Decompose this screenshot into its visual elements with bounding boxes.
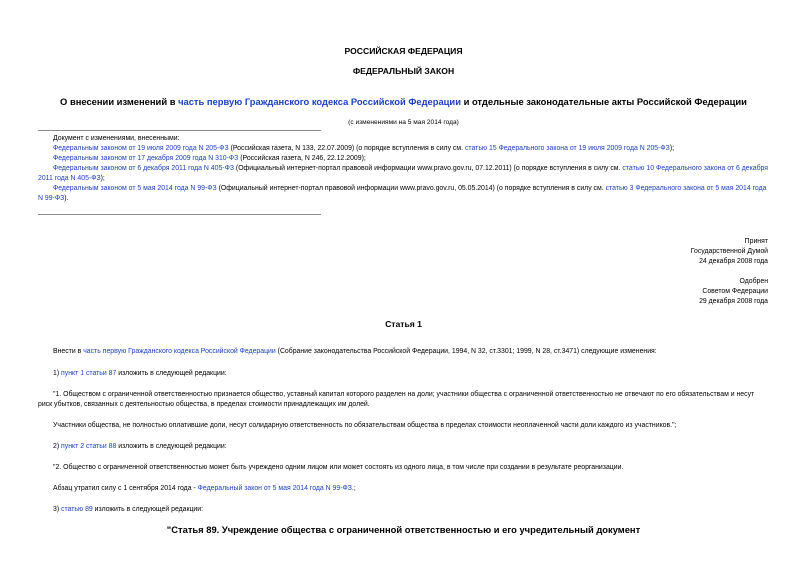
divider-top	[38, 130, 321, 131]
intro-text-post: (Собрание законодательства Российской Федерации, 1994, N 32, ст.3301; 1999, N 28, ст.3471) следующие изменения:	[275, 348, 657, 355]
change-item	[38, 144, 769, 154]
change-link[interactable]: Федеральным законом от 6 декабря 2011 года N 405-ФЗ	[53, 165, 234, 172]
item-text: изложить в следующей редакции:	[116, 443, 227, 450]
lost-text-pre: Абзац утратил силу с 1 сентября 2014 года -	[53, 485, 198, 492]
item-2	[53, 442, 769, 452]
lost-text-post: .;	[351, 485, 356, 492]
item-1	[53, 369, 769, 379]
item-text: изложить в следующей редакции:	[92, 506, 204, 513]
changes-block	[38, 134, 769, 204]
intro-text-pre: Внести в	[53, 348, 84, 355]
item-3-link[interactable]: статью 89	[61, 506, 93, 513]
lost-force-note	[53, 484, 769, 494]
approved-body: Советом Федерации	[702, 288, 768, 295]
change-link[interactable]: Федеральным законом от 5 мая 2014 года N 99-ФЗ	[53, 185, 217, 192]
item-1-link[interactable]: пункт 1 статьи 87	[61, 370, 117, 377]
change-item	[38, 184, 769, 204]
country-heading: РОССИЙСКАЯ ФЕДЕРАЦИЯ	[344, 46, 463, 56]
item-number: 1)	[53, 370, 62, 377]
item-number: 3)	[53, 506, 62, 513]
title-link-civil-code[interactable]: часть первую Гражданского кодекса Российской Федерации	[178, 96, 461, 107]
doc-type-heading: ФЕДЕРАЛЬНЫЙ ЗАКОН	[352, 66, 455, 76]
change-text: (Официальный интернет-портал правовой информации www.pravo.gov.ru, 05.05.2014) (о порядке вступления в силу см.	[216, 185, 606, 192]
changes-intro: Документ с изменениями, внесенными:	[53, 135, 180, 142]
item-number: 2)	[53, 443, 62, 450]
approved-date: 29 декабря 2008 года	[699, 298, 768, 305]
article-heading: Статья 1	[385, 319, 422, 329]
page-title	[0, 96, 807, 107]
accepted-date: 24 декабря 2008 года	[699, 258, 768, 265]
quote-2: "2. Общество с ограниченной ответственностью может быть учреждено одним лицом или может состоять из одного лица, в том числе при создании в результате реорганизации.	[53, 464, 624, 471]
change-link[interactable]: Федеральным законом от 17 декабря 2009 года N 310-ФЗ	[53, 155, 239, 162]
change-article-link[interactable]: статью 15 Федерального закона от 19 июля 2009 года N 205-ФЗ	[464, 145, 670, 152]
quote-1: "1. Обществом с ограниченной ответственностью признается общество, уставный капитал которого разделен на доли; участники общества с ограниченной ответственностью не отвечают по его обязательствам и несут риск убытков, связанных с деятельностью общества, в пределах стоимости принадлежащих им долей.	[38, 391, 755, 408]
change-article-link[interactable]: статью 3 Федерального закона от 5 мая 2014 года N 99-ФЗ	[38, 185, 767, 202]
page-subtitle: (с изменениями на 5 мая 2014 года)	[348, 119, 459, 126]
change-article-link[interactable]: статью 10 Федерального закона от 6 декабря 2011 года N 405-ФЗ	[38, 165, 769, 182]
change-item	[38, 164, 769, 184]
change-item	[38, 154, 769, 164]
accepted-label: Принят	[744, 238, 768, 245]
intro-link-civil-code[interactable]: часть первую Гражданского кодекса Российской Федерации	[83, 348, 276, 355]
change-text: (Официальный интернет-портал правовой информации www.pravo.gov.ru, 07.12.2011) (о порядке вступления в силу см.	[233, 165, 623, 172]
change-text-end: ).	[64, 195, 69, 202]
item-2-link[interactable]: пункт 2 статьи 88	[61, 443, 117, 450]
lost-force-link[interactable]: Федеральный закон от 5 мая 2014 года N 99-ФЗ	[197, 485, 352, 492]
change-text-end: );	[669, 145, 675, 152]
change-text: (Российская газета, N 246, 22.12.2009);	[238, 155, 366, 162]
title-text-pre: О внесении изменений в	[60, 96, 179, 107]
quote-1b: Участники общества, не полностью оплатившие доли, несут солидарную ответственность по обязательствам общества в пределах стоимости неоплаченной части доли каждого из участников.";	[53, 422, 677, 429]
approved-label: Одобрен	[739, 278, 768, 285]
article-intro	[53, 347, 769, 357]
title-text-post: и отдельные законодательные акты Российской Федерации	[460, 96, 747, 107]
item-text: изложить в следующей редакции:	[116, 370, 227, 377]
change-link[interactable]: Федеральным законом от 19 июля 2009 года N 205-ФЗ	[53, 145, 229, 152]
approved-block	[699, 277, 768, 307]
change-text: (Российская газета, N 133, 22.07.2009) (о порядке вступления в силу см.	[228, 145, 465, 152]
item-3	[53, 505, 769, 515]
accepted-block	[691, 237, 768, 267]
accepted-body: Государственной Думой	[690, 248, 768, 255]
change-text-end: );	[100, 175, 105, 182]
divider-bottom	[38, 214, 321, 215]
article-89-heading: "Статья 89. Учреждение общества с ограниченной ответственностью и его учредительный документ	[166, 524, 641, 535]
